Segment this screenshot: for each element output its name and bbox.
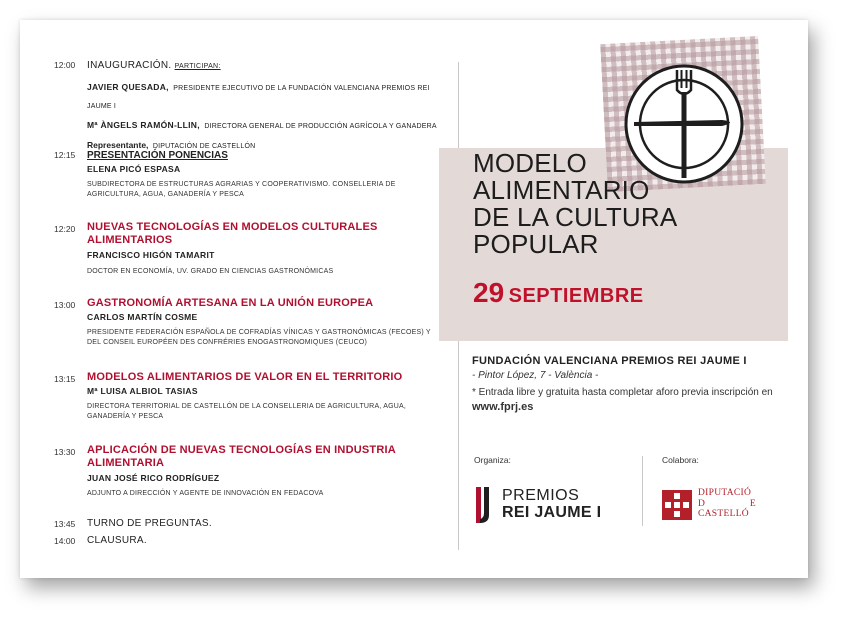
speaker-description: ADJUNTO A DIRECCIÓN Y AGENTE DE INNOVACIÓN EN FEDACOVA (87, 490, 324, 497)
participant: Representante, DIPUTACIÓN DE CASTELLÓN (87, 140, 256, 150)
speaker-name: JUAN JOSÉ RICO RODRÍGUEZ (87, 473, 220, 483)
speaker-description: DOCTOR EN ECONOMÍA, UV. GRADO EN CIENCIAS GASTRONÓMICAS (87, 268, 334, 275)
session-title: GASTRONOMÍA ARTESANA EN LA UNIÓN EUROPEA (87, 297, 374, 309)
speaker-name: Mª LUISA ALBIOL TASIAS (87, 386, 198, 396)
venue-address: - Pintor López, 7 - València - (472, 370, 599, 381)
time: 12:20 (54, 224, 76, 234)
diputacio-emblem-icon (662, 490, 692, 520)
time: 13:30 (54, 447, 76, 457)
time: 13:15 (54, 374, 76, 384)
rei-jaume-mark-icon (474, 487, 494, 523)
time: 13:00 (54, 300, 76, 310)
venue-info (472, 355, 782, 415)
event-date: 29 SEPTIEMBRE (473, 277, 644, 308)
time: 14:00 (54, 536, 76, 546)
time: 12:15 (54, 150, 76, 160)
speaker-description: PRESIDENTE FEDERACIÓN ESPAÑOLA DE COFRADÍAS VÍNICAS Y GASTRONÓMICAS (FECOES) Y DEL CONSEIL EUROPÉEN DES CONFRÉRIES ENOGASTRONOMIQUES (CEUCO) (87, 329, 431, 346)
speaker-description: SUBDIRECTORA DE ESTRUCTURAS AGRARIAS Y COOPERATIVISMO. CONSELLERIA DE AGRICULTURA, AGUA, GANADERÍA Y PESCA (87, 181, 396, 198)
colabora-label: Colabora: (662, 455, 699, 465)
session-title: MODELOS ALIMENTARIOS DE VALOR EN EL TERRITORIO (87, 371, 403, 383)
participant: Mª ÀNGELS RAMÓN-LLIN, DIRECTORA GENERAL DE PRODUCCIÓN AGRÍCOLA Y GANADERA (87, 120, 437, 130)
session-title: APLICACIÓN DE NUEVAS TECNOLOGÍAS EN INDUSTRIA ALIMENTARIA (87, 444, 396, 469)
participant: JAVIER QUESADA, PRESIDENTE EJECUTIVO DE LA FUNDACIÓN VALENCIANA PREMIOS REI JAUME I (87, 82, 430, 110)
diputacio-castello-logo: DIPUTACIÓ D E CASTELLÓ (662, 488, 788, 524)
session-title: CLAUSURA. (87, 535, 147, 546)
speaker-name: FRANCISCO HIGÓN TAMARIT (87, 250, 215, 260)
session-title: NUEVAS TECNOLOGÍAS EN MODELOS CULTURALES ALIMENTARIOS (87, 221, 378, 246)
footer-divider (642, 456, 643, 526)
time: 12:00 (54, 60, 76, 70)
venue-name: FUNDACIÓN VALENCIANA PREMIOS REI JAUME I (472, 355, 747, 367)
speaker-name: CARLOS MARTÍN COSME (87, 312, 198, 322)
speaker-description: DIRECTORA TERRITORIAL DE CASTELLÓN DE LA CONSELLERIA DE AGRICULTURA, AGUA, GANADERÍA Y PESCA (87, 403, 406, 420)
event-title: MODELO ALIMENTARIO DE LA CULTURA POPULAR (473, 148, 678, 259)
registration-note: * Entrada libre y gratuita hasta completar aforo previa inscripción en www.fprj.es (472, 387, 773, 413)
time: 13:45 (54, 519, 76, 529)
organiza-label: Organiza: (474, 455, 511, 465)
website-link[interactable]: www.fprj.es (472, 401, 534, 413)
programme (20, 20, 458, 578)
session-title: TURNO DE PREGUNTAS. (87, 518, 212, 529)
session-title: INAUGURACIÓN. PARTICIPAN: (87, 60, 221, 71)
speaker-name: ELENA PICÓ ESPASA (87, 164, 181, 174)
session-title: PRESENTACIÓN PONENCIAS (87, 150, 228, 161)
premios-rei-jaume-logo: PREMIOS REI JAUME I (474, 487, 634, 527)
